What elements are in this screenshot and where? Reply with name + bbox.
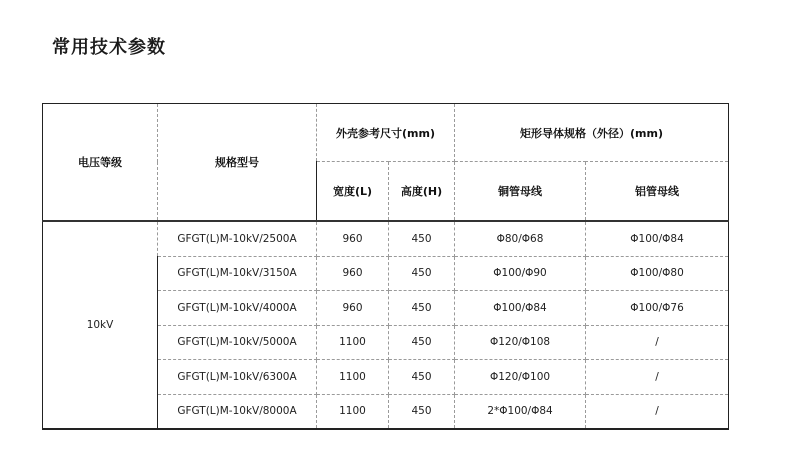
width-cell: 960 [317, 221, 389, 256]
height-cell: 450 [389, 221, 455, 256]
width-cell: 960 [317, 291, 389, 326]
voltage-level-cell: 10kV [43, 221, 158, 429]
header-aluminum-busbar: 铝管母线 [586, 162, 729, 222]
aluminum-cell: / [586, 394, 729, 429]
model-cell: GFGT(L)M-10kV/3150A [158, 256, 317, 291]
aluminum-cell: / [586, 360, 729, 395]
model-cell: GFGT(L)M-10kV/2500A [158, 221, 317, 256]
model-cell: GFGT(L)M-10kV/8000A [158, 394, 317, 429]
height-cell: 450 [389, 325, 455, 360]
copper-cell: Φ100/Φ90 [455, 256, 586, 291]
spec-table [42, 103, 729, 430]
header-height: 高度(H) [389, 162, 455, 222]
width-cell: 1100 [317, 325, 389, 360]
header-model: 规格型号 [158, 104, 317, 222]
model-cell: GFGT(L)M-10kV/5000A [158, 325, 317, 360]
aluminum-cell: Φ100/Φ80 [586, 256, 729, 291]
height-cell: 450 [389, 291, 455, 326]
header-conductor-spec: 矩形导体规格（外径）(mm) [455, 104, 729, 162]
width-cell: 1100 [317, 394, 389, 429]
aluminum-cell: / [586, 325, 729, 360]
aluminum-cell: Φ100/Φ84 [586, 221, 729, 256]
header-width: 宽度(L) [317, 162, 389, 222]
model-cell: GFGT(L)M-10kV/4000A [158, 291, 317, 326]
header-enclosure-size: 外壳参考尺寸(mm) [317, 104, 455, 162]
header-copper-busbar: 铜管母线 [455, 162, 586, 222]
model-cell: GFGT(L)M-10kV/6300A [158, 360, 317, 395]
page-title: 常用技术参数 [52, 37, 166, 58]
width-cell: 960 [317, 256, 389, 291]
height-cell: 450 [389, 360, 455, 395]
copper-cell: Φ100/Φ84 [455, 291, 586, 326]
width-cell: 1100 [317, 360, 389, 395]
height-cell: 450 [389, 256, 455, 291]
copper-cell: Φ80/Φ68 [455, 221, 586, 256]
header-voltage-level: 电压等级 [43, 104, 158, 222]
aluminum-cell: Φ100/Φ76 [586, 291, 729, 326]
copper-cell: Φ120/Φ108 [455, 325, 586, 360]
table-row [43, 221, 729, 256]
height-cell: 450 [389, 394, 455, 429]
copper-cell: 2*Φ100/Φ84 [455, 394, 586, 429]
copper-cell: Φ120/Φ100 [455, 360, 586, 395]
